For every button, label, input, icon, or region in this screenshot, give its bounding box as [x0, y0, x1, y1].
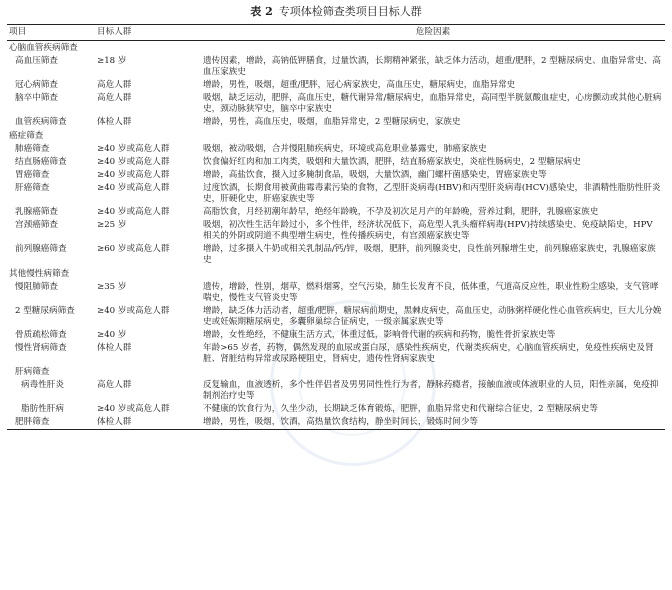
risk-cell: 饮食偏好红肉和加工肉类，吸烟和大量饮酒，肥胖，结直肠癌家族史，炎症性肠病史，2 型糖尿病史	[203, 157, 581, 167]
target-cell	[95, 41, 201, 56]
table-row	[7, 55, 665, 79]
header-item: 项目	[7, 25, 95, 41]
table-caption	[0, 4, 672, 20]
risk-cell: 高脂饮食，月经初潮年龄早，绝经年龄晚，不孕及初次足月产的年龄晚，营养过剩，肥胖，乳腺癌家族史	[203, 207, 599, 217]
target-cell: 体检人群	[97, 117, 132, 127]
item-cell: 其他慢性病筛查	[9, 269, 70, 279]
item-cell: 肺癌筛查	[15, 144, 50, 154]
section-row	[7, 41, 665, 56]
target-cell: 高危人群	[97, 380, 132, 390]
risk-cell: 吸烟，被动吸烟，合并慢阻肺疾病史，环境或高危职业暴露史，肺癌家族史	[203, 144, 487, 154]
risk-cell: 年龄>65 岁者，药物，偶然发现的血尿或蛋白尿，感染性疾病史，代谢类疾病史，心脑血管疾病史，免疫性疾病史及肾脏、肾脏结构异常或尿路梗阻史，肾病史，遗传性肾病家族史	[203, 343, 654, 364]
section-row	[7, 267, 665, 281]
risk-cell: 增龄，女性绝经，不健康生活方式，体重过低，影响骨代谢的疾病和药物，脆性骨折家族史等	[203, 330, 556, 340]
table-row	[7, 379, 665, 403]
target-cell: ≥40 岁或高危人群	[97, 157, 170, 167]
table-number: 表 2	[250, 5, 273, 18]
table-row	[7, 403, 665, 416]
target-cell: ≥40 岁或高危人群	[97, 170, 170, 180]
risk-cell: 增龄，男性，高血压史，吸烟，血脂异常史，2 型糖尿病史，家族史	[203, 117, 461, 127]
risk-cell: 增龄，缺乏体力活动者，超重/肥胖，糖尿病前期史，黑棘皮病史，高血压史，动脉粥样硬化性心血管疾病史，巨大儿分娩史或妊娠期糖尿病史，多囊卵巢综合征病史，一级亲属家族史等	[203, 306, 662, 327]
target-cell: ≥40 岁	[97, 330, 127, 340]
target-cell	[95, 129, 201, 143]
risk-cell: 增龄，高盐饮食，摄入过多腌制食品，吸烟，大量饮酒，幽门螺杆菌感染史，胃癌家族史等	[203, 170, 547, 180]
target-cell: ≥25 岁	[97, 220, 127, 230]
risk-cell	[201, 267, 665, 281]
target-cell: 高危人群	[97, 93, 132, 103]
table-row	[7, 182, 665, 206]
table-row	[7, 219, 665, 243]
target-cell: ≥40 岁或高危人群	[97, 404, 170, 414]
risk-cell	[201, 129, 665, 143]
section-row	[7, 129, 665, 143]
table-row	[7, 169, 665, 182]
risk-cell: 过度饮酒，长期食用被黄曲霉毒素污染的食物，乙型肝炎病毒(HBV)和丙型肝炎病毒(HCV)感染史，非酒精性脂肪性肝炎史，肝硬化史，肝癌家族史等	[203, 183, 661, 204]
target-cell: 高危人群	[97, 80, 132, 90]
risk-cell: 遗传因素，增龄，高钠低钾膳食，过量饮酒，长期精神紧张，缺乏体力活动，超重/肥胖，2 型糖尿病史、血脂异常史、高血压家族史	[203, 56, 661, 77]
item-cell: 高血压筛查	[15, 56, 58, 66]
item-cell: 心脑血管疾病筛查	[9, 43, 78, 53]
table-row	[7, 243, 665, 267]
risk-cell: 不健康的饮食行为，久坐少动，长期缺乏体育锻炼，肥胖，血脂异常史和代谢综合征史，2 型糖尿病史等	[203, 404, 598, 414]
target-cell: 体检人群	[97, 343, 132, 353]
item-cell: 肝癌筛查	[15, 183, 50, 193]
item-cell: 乳腺癌筛查	[15, 207, 58, 217]
item-cell: 结直肠癌筛查	[15, 157, 67, 167]
item-cell: 胃癌筛查	[15, 170, 50, 180]
target-cell	[95, 366, 201, 379]
item-cell: 肥胖筛查	[7, 416, 95, 430]
item-cell: 慢性肾病筛查	[15, 343, 67, 353]
table-row	[7, 305, 665, 329]
item-cell: 脂肪性肝病	[21, 404, 64, 414]
risk-cell: 吸烟，初次性生活年龄过小，多个性伴，经济状况低下，高危型人乳头瘤样病毒(HPV)持续感染史、免疫缺陷史，HPV 相关的外阴或阴道不典型增生病史，性传播疾病史，有宫颈癌家族史等	[203, 220, 653, 241]
risk-cell	[201, 41, 665, 56]
risk-cell: 反复输血，血液透析，多个性伴侣者及男男同性性行为者，静脉药瘾者，接触血液或体液职业的人员，阳性亲属，免疫抑制剂治疗史等	[203, 380, 659, 401]
table-row	[7, 79, 665, 92]
table-title: 专项体检筛查类项目目标人群	[278, 5, 422, 18]
risk-cell: 增龄，男性，吸烟，超重/肥胖，冠心病家族史，高血压史，糖尿病史，血脂异常史	[203, 80, 516, 90]
table-row	[7, 156, 665, 169]
item-cell: 病毒性肝炎	[21, 380, 64, 390]
target-cell: ≥40 岁或高危人群	[97, 144, 170, 154]
target-cell: ≥40 岁或高危人群	[97, 183, 170, 193]
risk-cell	[201, 366, 665, 379]
table-row	[7, 342, 665, 366]
table-row	[7, 143, 665, 156]
risk-cell: 吸烟，缺乏运动，肥胖，高血压史，糖代谢异常/糖尿病史，血脂异常史，高同型半胱氨酸血症史，心房颤动或其他心脏病史，颈动脉狭窄史，脑卒中家族史	[203, 93, 662, 114]
table-row	[7, 416, 665, 430]
target-cell: ≥40 岁或高危人群	[97, 207, 170, 217]
header-target: 目标人群	[95, 25, 201, 41]
item-cell: 肝病筛查	[15, 367, 50, 377]
item-cell: 2 型糖尿病筛查	[15, 306, 75, 316]
table-row	[7, 116, 665, 129]
table-row	[7, 92, 665, 116]
target-cell	[95, 267, 201, 281]
table-body	[7, 41, 665, 430]
item-cell: 骨质疏松筛查	[15, 330, 67, 340]
section-row	[7, 366, 665, 379]
risk-cell: 增龄，男性，吸烟，饮酒，高热量饮食结构，静坐时间长，锻炼时间少等	[201, 416, 665, 430]
item-cell: 癌症筛查	[9, 131, 44, 141]
table-row	[7, 206, 665, 219]
risk-cell: 遗传，增龄，性别，烟草，燃料烟雾，空气污染，肺生长发育不良，低体重，气道高反应性，职业性粉尘感染，支气管哮喘史，慢性支气管炎史等	[203, 282, 659, 303]
item-cell: 前列腺癌筛查	[15, 244, 67, 254]
target-cell: ≥35 岁	[97, 282, 127, 292]
item-cell: 宫颈癌筛查	[15, 220, 58, 230]
table-row	[7, 281, 665, 305]
target-population-table	[7, 24, 665, 430]
item-cell: 血管疾病筛查	[15, 117, 67, 127]
table-header-row	[7, 25, 665, 41]
target-cell: ≥60 岁或高危人群	[97, 244, 170, 254]
item-cell: 冠心病筛查	[15, 80, 58, 90]
risk-cell: 增龄，过多摄入牛奶或相关乳制品/钙/锌，吸烟，肥胖，前列腺炎史，良性前列腺增生史，前列腺癌家族史，乳腺癌家族史	[203, 244, 656, 265]
target-cell: ≥18 岁	[97, 56, 127, 66]
item-cell: 慢阻肺筛查	[15, 282, 58, 292]
item-cell: 脑卒中筛查	[15, 93, 58, 103]
table-row	[7, 329, 665, 342]
target-cell: ≥40 岁或高危人群	[97, 306, 170, 316]
header-risk: 危险因素	[201, 25, 665, 41]
target-cell: 体检人群	[95, 416, 201, 430]
